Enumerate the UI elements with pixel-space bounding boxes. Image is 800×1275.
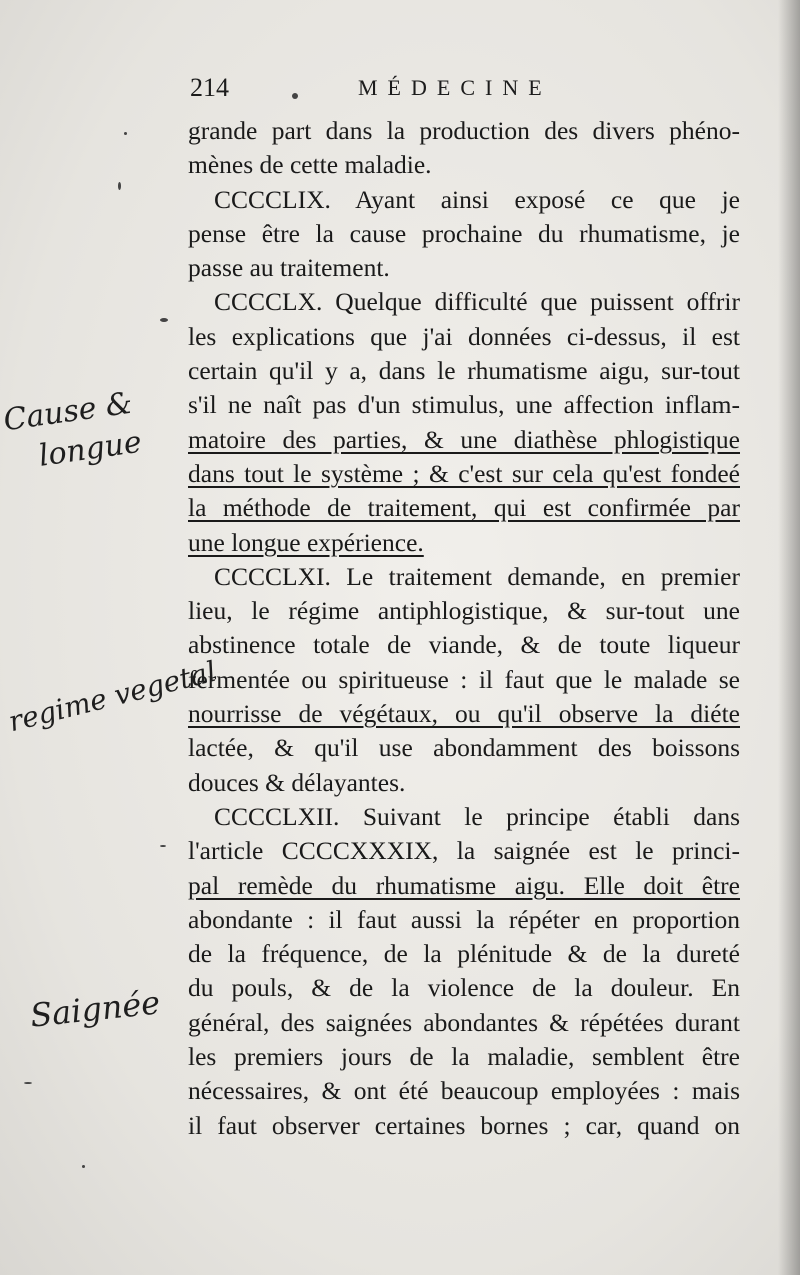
ink-speck <box>124 132 127 135</box>
text-line: de la fréquence, de la plénitude & de la dureté <box>188 939 740 969</box>
ink-speck <box>82 1165 85 1168</box>
paragraph-line-cccclix: CCCCLIX. Ayant ainsi exposé ce que je <box>214 184 740 214</box>
underlined-line: une longue expérience. <box>188 527 424 557</box>
running-title: MÉDECINE <box>358 75 552 100</box>
paragraph-line-cccclxii: CCCCLXII. Suivant le principe établi dans <box>214 801 740 831</box>
paragraph-line-ccccLXI: CCCCLXI. Le traitement demande, en premier <box>214 561 740 591</box>
text-line: il faut observer certaines bornes ; car, quand on <box>188 1110 740 1140</box>
underlined-line: dans tout le système ; & c'est sur cela qu'est fondeé <box>188 458 740 488</box>
text-line: abondante : il faut aussi la répéter en proportion <box>188 904 740 934</box>
margin-note-line: longue <box>36 424 144 474</box>
underlined-line: matoire des parties, & une diathèse phlogistique <box>188 424 740 454</box>
page-header <box>190 73 740 105</box>
ink-speck <box>24 1082 32 1084</box>
text-line: lieu, le régime antiphlogistique, & sur-tout une <box>188 596 740 626</box>
underlined-line: nourrisse de végétaux, ou qu'il observe la diéte <box>188 699 740 729</box>
ink-speck <box>118 182 121 190</box>
page-number: 214 <box>190 73 229 102</box>
ink-speck <box>160 845 166 847</box>
text-line: abstinence totale de viande, & de toute liqueur <box>188 630 740 660</box>
text-line: l'article CCCCXXXIX, la saignée est le princi- <box>188 836 740 866</box>
handwritten-margin-note: regime vegetal <box>5 654 220 739</box>
margin-note-line: Cause & <box>1 385 135 439</box>
text-line: fermentée ou spiritueuse : il faut que le malade se <box>188 664 740 694</box>
text-line: général, des saignées abondantes & répétées durant <box>188 1007 740 1037</box>
text-line: lactée, & qu'il use abondamment des boissons <box>188 733 740 763</box>
handwritten-margin-note: Saignée <box>28 983 162 1035</box>
underlined-line: la méthode de traitement, qui est confirmée par <box>188 493 740 523</box>
text-line: douces & délayantes. <box>188 767 406 797</box>
ink-speck <box>160 318 168 322</box>
text-line: s'il ne naît pas d'un stimulus, une affection inflam- <box>188 390 740 420</box>
text-line: certain qu'il y a, dans le rhumatisme aigu, sur-tout <box>188 356 740 386</box>
paragraph-line-cccclx: CCCCLX. Quelque difficulté que puissent offrir <box>214 287 740 317</box>
text-line: mènes de cette maladie. <box>188 150 432 180</box>
ink-speck <box>292 93 298 99</box>
body-text <box>188 114 740 1143</box>
page-gutter-shadow <box>778 0 800 1275</box>
text-line: grande part dans la production des divers phéno- <box>188 116 740 145</box>
underlined-line: pal remède du rhumatisme aigu. Elle doit être <box>188 870 740 900</box>
text-line: les explications que j'ai données ci-dessus, il est <box>188 321 740 351</box>
text-line: nécessaires, & ont été beaucoup employées : mais <box>188 1076 740 1106</box>
text-line: les premiers jours de la maladie, semblent être <box>188 1042 740 1072</box>
text-line: passe au traitement. <box>188 253 390 283</box>
text-line: pense être la cause prochaine du rhumatisme, je <box>188 218 740 248</box>
text-line: du pouls, & de la violence de la douleur. En <box>188 973 740 1003</box>
handwritten-margin-note <box>1 383 144 481</box>
